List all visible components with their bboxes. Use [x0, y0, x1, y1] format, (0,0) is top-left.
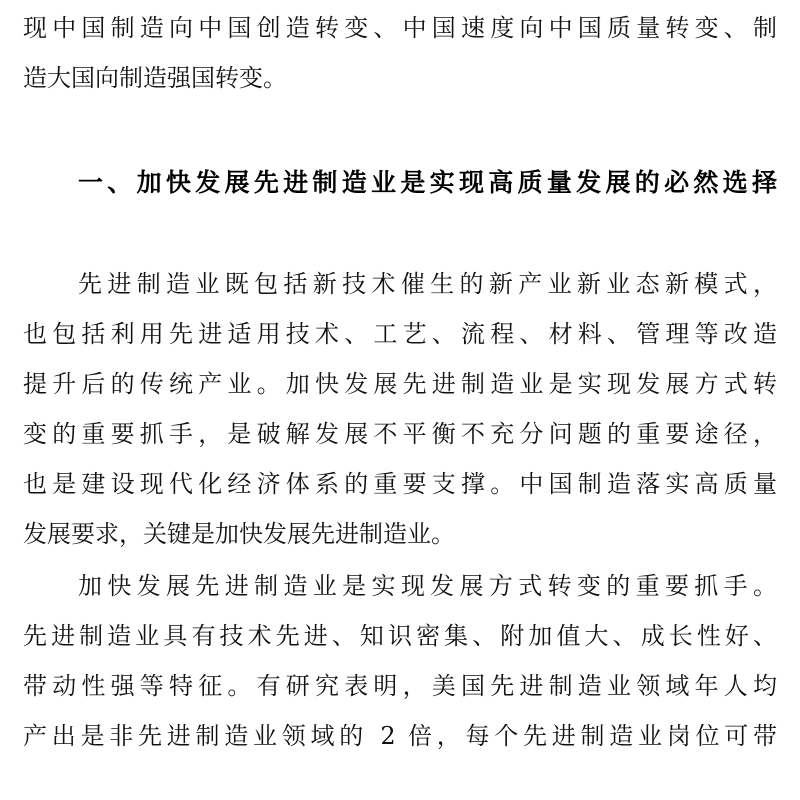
paragraph-2-line-1: 加快发展先进制造业是实现发展方式转变的重要抓手。 — [78, 572, 777, 600]
paragraph-2-line-2: 先进制造业具有技术先进、知识密集、附加值大、成长性好、 — [23, 622, 777, 650]
paragraph-1-line-1: 先进制造业既包括新技术催生的新产业新业态新模式， — [78, 270, 777, 298]
paragraph-1-line-4: 变的重要抓手，是破解发展不平衡不充分问题的重要途径， — [23, 420, 777, 448]
intro-line-1: 现中国制造向中国创造转变、中国速度向中国质量转变、制 — [23, 14, 777, 42]
paragraph-1-line-2: 也包括利用先进适用技术、工艺、流程、材料、管理等改造 — [23, 320, 777, 348]
intro-line-2: 造大国向制造强国转变。 — [23, 64, 287, 92]
paragraph-2-line-4: 产出是非先进制造业领域的 2 倍，每个先进制造业岗位可带 — [23, 722, 777, 750]
paragraph-1-line-5: 也是建设现代化经济体系的重要支撑。中国制造落实高质量 — [23, 470, 777, 498]
paragraph-1-line-3: 提升后的传统产业。加快发展先进制造业是实现发展方式转 — [23, 370, 777, 398]
section-heading: 一、加快发展先进制造业是实现高质量发展的必然选择 — [78, 168, 777, 197]
paragraph-1-line-6: 发展要求，关键是加快发展先进制造业。 — [23, 520, 455, 548]
paragraph-2-line-3: 带动性强等特征。有研究表明，美国先进制造业领域年人均 — [23, 672, 777, 700]
